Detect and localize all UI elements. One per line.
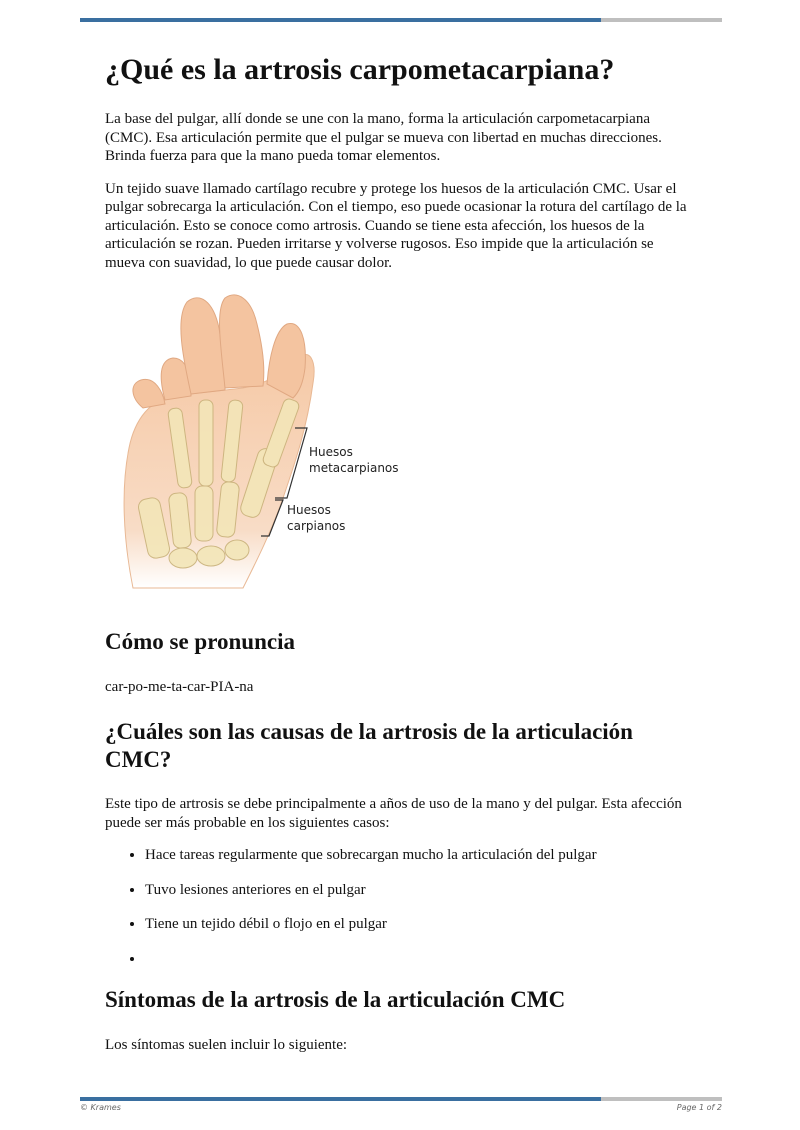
symptoms-heading: Síntomas de la artrosis de la articulación CMC: [105, 987, 566, 1013]
label-metacarpal-line2: metacarpianos: [309, 461, 399, 475]
label-metacarpal-line1: Huesos: [309, 445, 353, 459]
bottom-rule-grey: [601, 1097, 722, 1101]
document-body: [105, 52, 695, 1068]
label-carpal-line2: carpianos: [287, 519, 346, 533]
label-carpal-line1: Huesos: [287, 503, 331, 517]
causes-text: Este tipo de artrosis se debe principalmente a años de uso de la mano y del pulgar. Esta afección puede ser más probable en los siguientes casos:: [105, 796, 682, 831]
pronounce-text: car-po-me-ta-car-PIA-na: [105, 678, 254, 695]
footer-page-number: Page 1 of 2: [676, 1103, 722, 1112]
top-rule-grey: [601, 18, 722, 22]
hand-bones-drawing: [103, 288, 413, 598]
hand-illustration: [103, 288, 413, 598]
list-item: • Tiene un tejido débil o flojo en el pulgar: [145, 915, 695, 934]
causes-heading: ¿Cuáles son las causas de la artrosis de la articulación CMC?: [105, 719, 633, 772]
intro-paragraph-1: La base del pulgar, allí donde se une con la mano, forma la articulación carpometacarpiana (CMC). Esa articulación permite que el pulgar se mueva con libertad en muchas direcciones. Brinda fuerza para que la mano pueda tomar elementos.: [105, 111, 662, 164]
bottom-rule: [80, 1097, 722, 1101]
list-item: • Tuvo lesiones anteriores en el pulgar: [145, 881, 695, 900]
causes-list: [105, 846, 695, 968]
footer-copyright: © Krames: [80, 1103, 121, 1112]
page-title: ¿Qué es la artrosis carpometacarpiana?: [105, 53, 615, 86]
pronounce-heading: Cómo se pronuncia: [105, 629, 295, 654]
intro-paragraph-2: Un tejido suave llamado cartílago recubre y protege los huesos de la articulación CMC. Usar el pulgar sobrecarga la articulación. Con el tiempo, eso puede ocasionar la rotura del cartílago de la articulación. Esto se conoce como artrosis. Cuando se tiene esta afección, los huesos de la articulación se rozan. Pueden irritarse y volverse rugosos. Eso impide que la articulación se mueva con suavidad, lo que puede causar dolor.: [105, 180, 687, 271]
list-item: • Hace tareas regularmente que sobrecargan mucho la articulación del pulgar: [145, 846, 695, 865]
top-rule-blue: [80, 18, 601, 22]
top-rule: [80, 18, 722, 22]
bottom-rule-blue: [80, 1097, 601, 1101]
symptoms-text: Los síntomas suelen incluir lo siguiente:: [105, 1036, 348, 1053]
list-item: [145, 950, 695, 969]
